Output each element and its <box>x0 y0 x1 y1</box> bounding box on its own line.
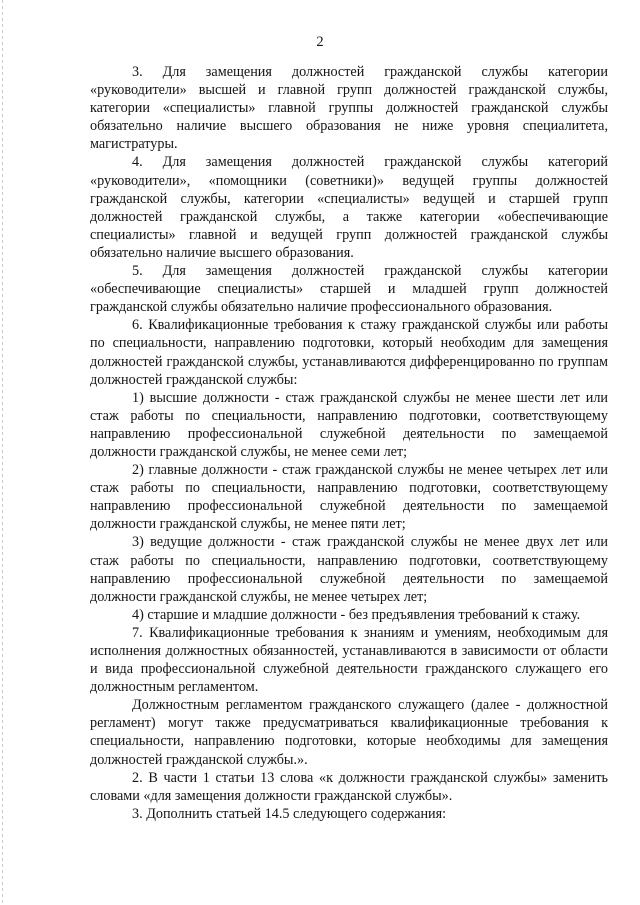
paragraph-item-5: 5. Для замещения должностей гражданской службы категории «обеспечивающие специалисты» старшей и младшей групп должностей гражданской службы обязательно наличие профессионального образования. <box>90 263 608 316</box>
subitem-higher-positions: 1) высшие должности - стаж гражданской службы не менее шести лет или стаж работы по специальности, направлению подготовки, соответствующему направлению профессиональной служебной деятельности по замещаемой должности гражданской службы, не менее семи лет; <box>90 389 608 460</box>
paragraph-item-6: 6. Квалификационные требования к стажу гражданской службы или работы по специальности, направлению подготовки, который необходим для замещения должностей гражданской службы, устанавливаются дифференцированно по группам должностей гражданской службы: <box>90 317 608 388</box>
subitem-leading-positions: 3) ведущие должности - стаж гражданской службы не менее двух лет или стаж работы по специальности, направлению подготовки, соответствующему направлению профессиональной служебной деятельности по замещаемой должности гражданской службы, не менее четырех лет; <box>90 534 608 605</box>
paragraph-amendment-3: 3. Дополнить статьей 14.5 следующего содержания: <box>132 805 447 822</box>
paragraph-job-regulation: Должностным регламентом гражданского служащего (далее - должностной регламент) могут также предусматриваться квалификационные требования к специальности, направлению подготовки, которые необходимы для замещения должностей гражданской службы.». <box>90 697 608 768</box>
subitem-senior-junior-positions: 4) старшие и младшие должности - без предъявления требований к стажу. <box>132 606 581 623</box>
scan-edge-line <box>2 0 3 905</box>
paragraph-amendment-2: 2. В части 1 статьи 13 слова «к должности гражданской службы» заменить словами «для замещения должности гражданской службы». <box>90 769 608 804</box>
subitem-main-positions: 2) главные должности - стаж гражданской службы не менее четырех лет или стаж работы по специальности, направлению подготовки, соответствующему направлению профессиональной служебной деятельности по замещаемой должности гражданской службы, не менее пяти лет; <box>90 462 608 533</box>
paragraph-item-4: 4. Для замещения должностей гражданской службы категорий «руководители», «помощники (советники)» ведущей группы должностей гражданской службы, категории «специалисты» ведущей и старшей групп должностей гражданской службы, а также категории «обеспечивающие специалисты» главной и ведущей групп должностей гражданской службы обязательно наличие высшего образования. <box>90 154 608 261</box>
document-body <box>90 63 608 823</box>
paragraph-item-3: 3. Для замещения должностей гражданской службы категории «руководители» высшей и главной групп должностей гражданской службы, категории «специалисты» главной группы должностей гражданской службы обязательно наличие высшего образования не ниже уровня специалитета, магистратуры. <box>90 64 608 153</box>
page-number: 2 <box>316 34 324 50</box>
paragraph-item-7: 7. Квалификационные требования к знаниям и умениям, необходимым для исполнения должностных обязанностей, устанавливаются в зависимости от области и вида профессиональной служебной деятельности гражданского служащего его должностным регламентом. <box>90 624 608 696</box>
